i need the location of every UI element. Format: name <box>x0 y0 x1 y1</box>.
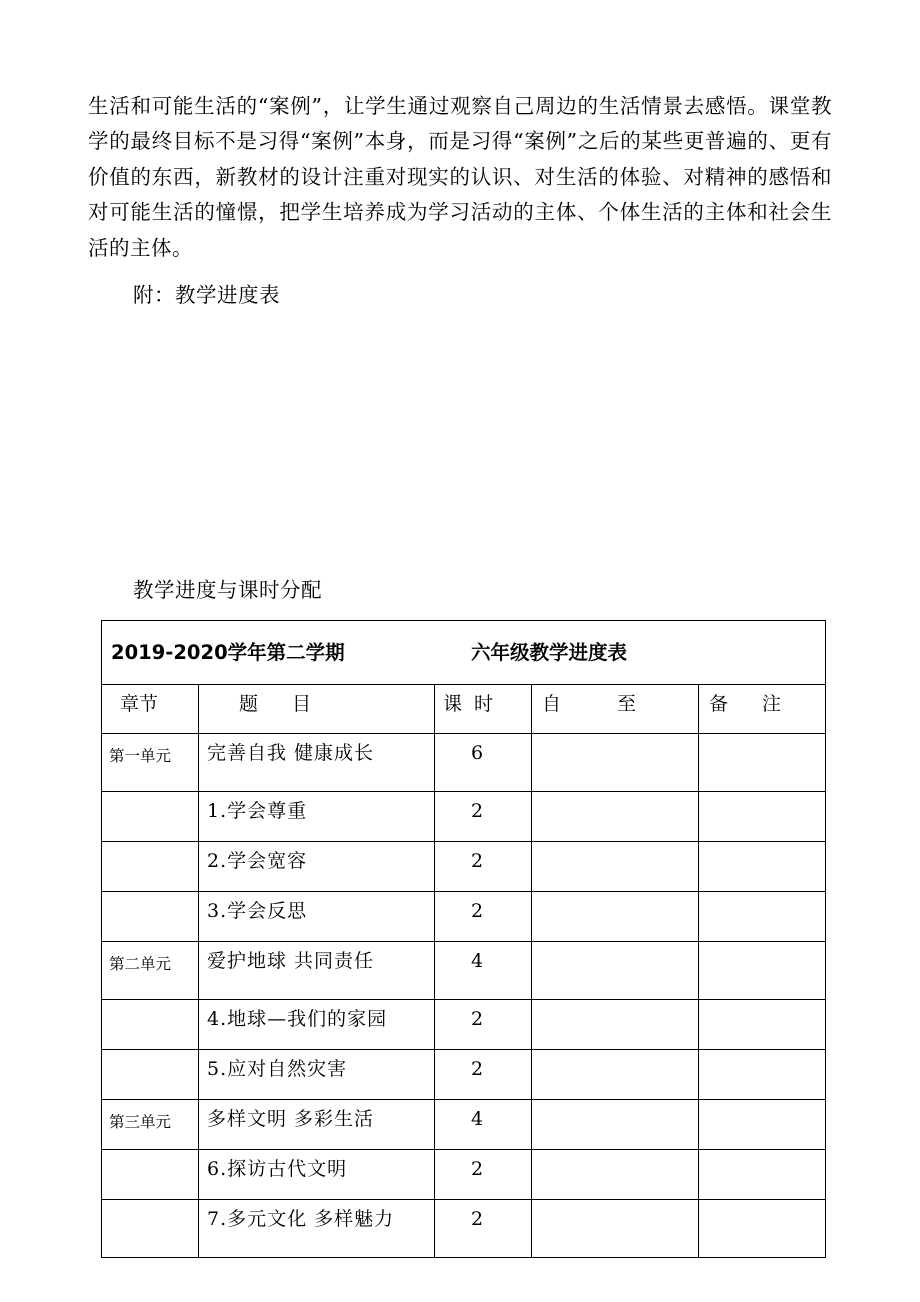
row-hours: 2 <box>435 892 532 942</box>
table-row <box>102 892 826 942</box>
row-hours: 6 <box>435 734 532 792</box>
header-topic <box>199 685 435 734</box>
row-date-range <box>532 792 699 842</box>
header-topic-char-2: 目 <box>292 693 312 715</box>
row-date-range <box>532 1050 699 1100</box>
table-title-name: 六年级教学进度表 <box>471 640 628 664</box>
row-hours: 2 <box>435 842 532 892</box>
row-chapter: 第一单元 <box>102 734 199 792</box>
row-chapter <box>102 1200 199 1258</box>
row-topic: 7.多元文化 多样魅力 <box>199 1200 435 1258</box>
teaching-schedule-table <box>101 620 826 1258</box>
row-hours: 4 <box>435 1100 532 1150</box>
row-chapter <box>102 792 199 842</box>
header-topic-char-1: 题 <box>239 693 259 715</box>
table-row <box>102 1150 826 1200</box>
row-chapter <box>102 892 199 942</box>
row-hours: 2 <box>435 1200 532 1258</box>
header-remarks-char-1: 备 <box>709 693 729 715</box>
row-topic: 2.学会宽容 <box>199 842 435 892</box>
row-chapter: 第二单元 <box>102 942 199 1000</box>
row-topic: 3.学会反思 <box>199 892 435 942</box>
row-remarks <box>699 1150 826 1200</box>
row-chapter <box>102 842 199 892</box>
row-date-range <box>532 842 699 892</box>
row-chapter <box>102 1150 199 1200</box>
section-caption: 教学进度与课时分配 <box>133 578 322 602</box>
table-row <box>102 1100 826 1150</box>
table-row <box>102 734 826 792</box>
row-topic: 6.探访古代文明 <box>199 1150 435 1200</box>
row-topic: 4.地球—我们的家园 <box>199 1000 435 1050</box>
header-chapter: 章节 <box>102 685 199 734</box>
row-topic: 5.应对自然灾害 <box>199 1050 435 1100</box>
table-title-term: 2019-2020学年第二学期 <box>111 640 345 664</box>
header-from: 自 <box>542 693 562 715</box>
header-date-range <box>532 685 699 734</box>
body-paragraph: 生活和可能生活的“案例”，让学生通过观察自己周边的生活情景去感悟。课堂教学的最终目标不是习得“案例”本身，而是习得“案例”之后的某些更普遍的、更有价值的东西，新教材的设计注重对现实的认识、对生活的体验、对精神的感悟和对可能生活的憧憬，把学生培养成为学习活动的主体、个体生活的主体和社会生活的主体。 <box>88 94 832 260</box>
row-chapter: 第三单元 <box>102 1100 199 1150</box>
row-chapter <box>102 1050 199 1100</box>
row-remarks <box>699 1000 826 1050</box>
header-remarks-char-2: 注 <box>762 693 782 715</box>
row-date-range <box>532 1150 699 1200</box>
row-hours: 2 <box>435 1150 532 1200</box>
row-remarks <box>699 1050 826 1100</box>
table-row <box>102 1050 826 1100</box>
row-topic: 爱护地球 共同责任 <box>199 942 435 1000</box>
table-row <box>102 792 826 842</box>
row-remarks <box>699 734 826 792</box>
row-topic: 1.学会尊重 <box>199 792 435 842</box>
row-remarks <box>699 842 826 892</box>
header-hours: 课时 <box>435 685 532 734</box>
row-date-range <box>532 1100 699 1150</box>
row-hours: 4 <box>435 942 532 1000</box>
row-hours: 2 <box>435 792 532 842</box>
table-row <box>102 1200 826 1258</box>
row-date-range <box>532 1000 699 1050</box>
table-row <box>102 942 826 1000</box>
table-title-cell <box>102 621 826 685</box>
row-date-range <box>532 734 699 792</box>
row-topic: 完善自我 健康成长 <box>199 734 435 792</box>
row-topic: 多样文明 多彩生活 <box>199 1100 435 1150</box>
row-remarks <box>699 1200 826 1258</box>
row-remarks <box>699 942 826 1000</box>
header-to: 至 <box>617 693 637 715</box>
row-remarks <box>699 792 826 842</box>
row-chapter <box>102 1000 199 1050</box>
row-date-range <box>532 1200 699 1258</box>
row-remarks <box>699 1100 826 1150</box>
row-date-range <box>532 892 699 942</box>
appendix-label: 附：教学进度表 <box>133 283 280 307</box>
table-row <box>102 1000 826 1050</box>
row-hours: 2 <box>435 1000 532 1050</box>
row-date-range <box>532 942 699 1000</box>
row-hours: 2 <box>435 1050 532 1100</box>
table-header-row <box>102 685 826 734</box>
header-remarks <box>699 685 826 734</box>
table-row <box>102 842 826 892</box>
row-remarks <box>699 892 826 942</box>
table-title-row <box>102 621 826 685</box>
